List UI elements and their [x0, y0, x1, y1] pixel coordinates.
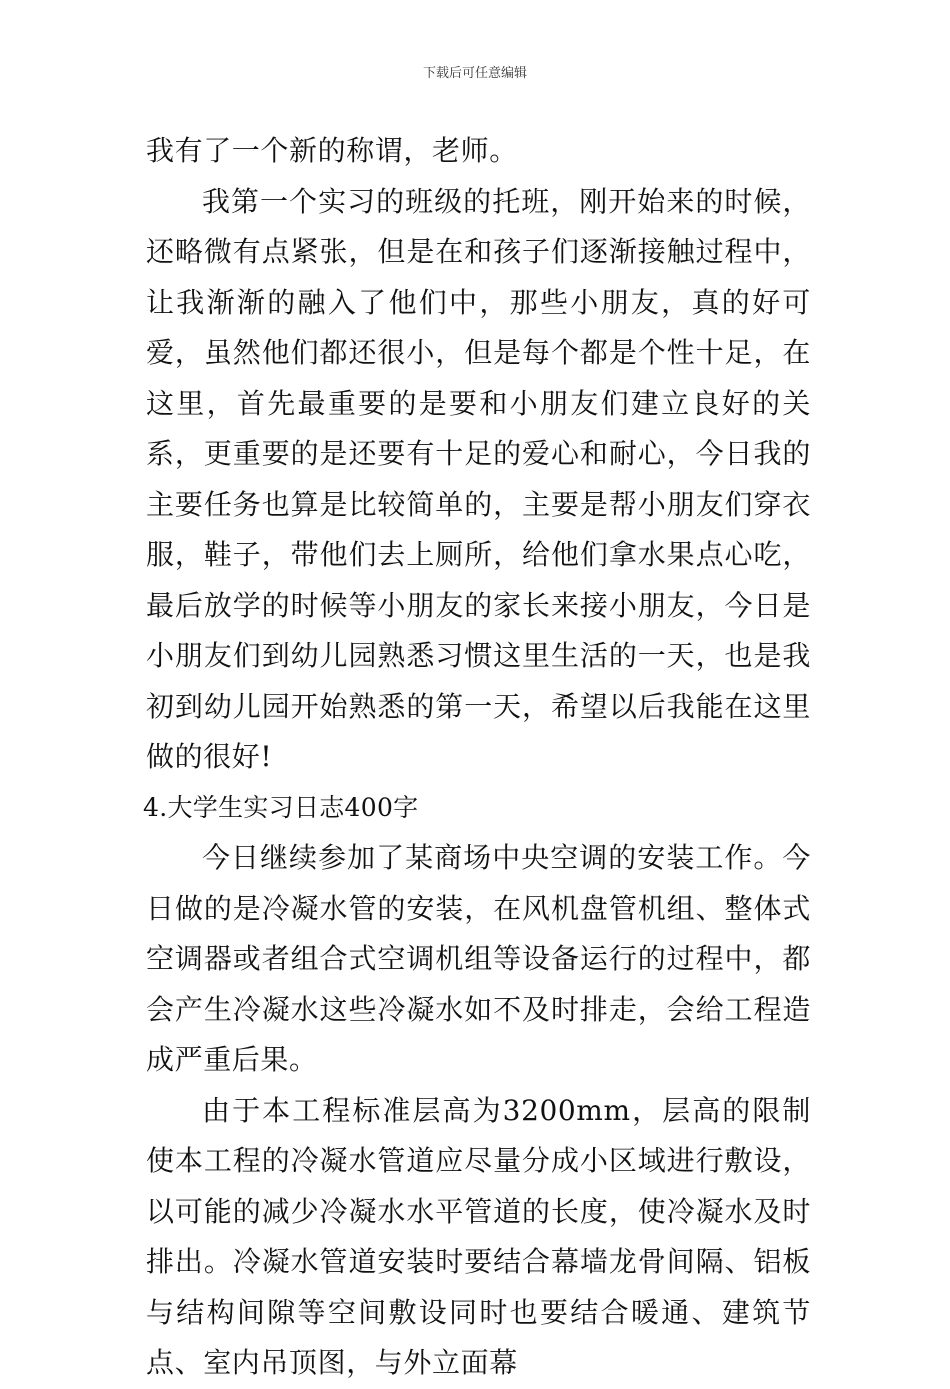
- page-header: 下载后可任意编辑: [422, 66, 527, 81]
- paragraph-2: 我第一个实习的班级的托班，刚开始来的时候，还略微有点紧张，但是在和孩子们逐渐接触过程中，让我渐渐的融入了他们中，那些小朋友，真的好可爱，虽然他们都还很小，但是每个都是个性十足，在这里，首先最重要的是要和小朋友们建立良好的关系，更重要的是还要有十足的爱心和耐心，今日我的主要任务也算是比较简单的，主要是帮小朋友们穿衣服，鞋子，带他们去上厕所，给他们拿水果点心吃，最后放学的时候等小朋友的家长来接小朋友，今日是小朋友们到幼儿园熟悉习惯这里生活的一天，也是我初到幼儿园开始熟悉的第一天，希望以后我能在这里做的很好!: [146, 184, 811, 773]
- paragraph-1: 我有了一个新的称谓，老师。: [146, 134, 518, 167]
- document-body: [143, 126, 811, 1389]
- section-heading: 4.大学生实习日志400字: [143, 792, 419, 822]
- paragraph-4: 由于本工程标准层高为3200mm，层高的限制使本工程的冷凝水管道应尽量分成小区域进行敷设，以可能的减少冷凝水水平管道的长度，使冷凝水及时排出。冷凝水管道安装时要结合幕墙龙骨间隔、铝板与结构间隙等空间敷设同时也要结合暖通、建筑节点、室内吊顶图，与外立面幕: [146, 1093, 811, 1379]
- paragraph-3: 今日继续参加了某商场中央空调的安装工作。今日做的是冷凝水管的安装，在风机盘管机组、整体式空调器或者组合式空调机组等设备运行的过程中，都会产生冷凝水这些冷凝水如不及时排走，会给工程造成严重后果。: [146, 841, 811, 1076]
